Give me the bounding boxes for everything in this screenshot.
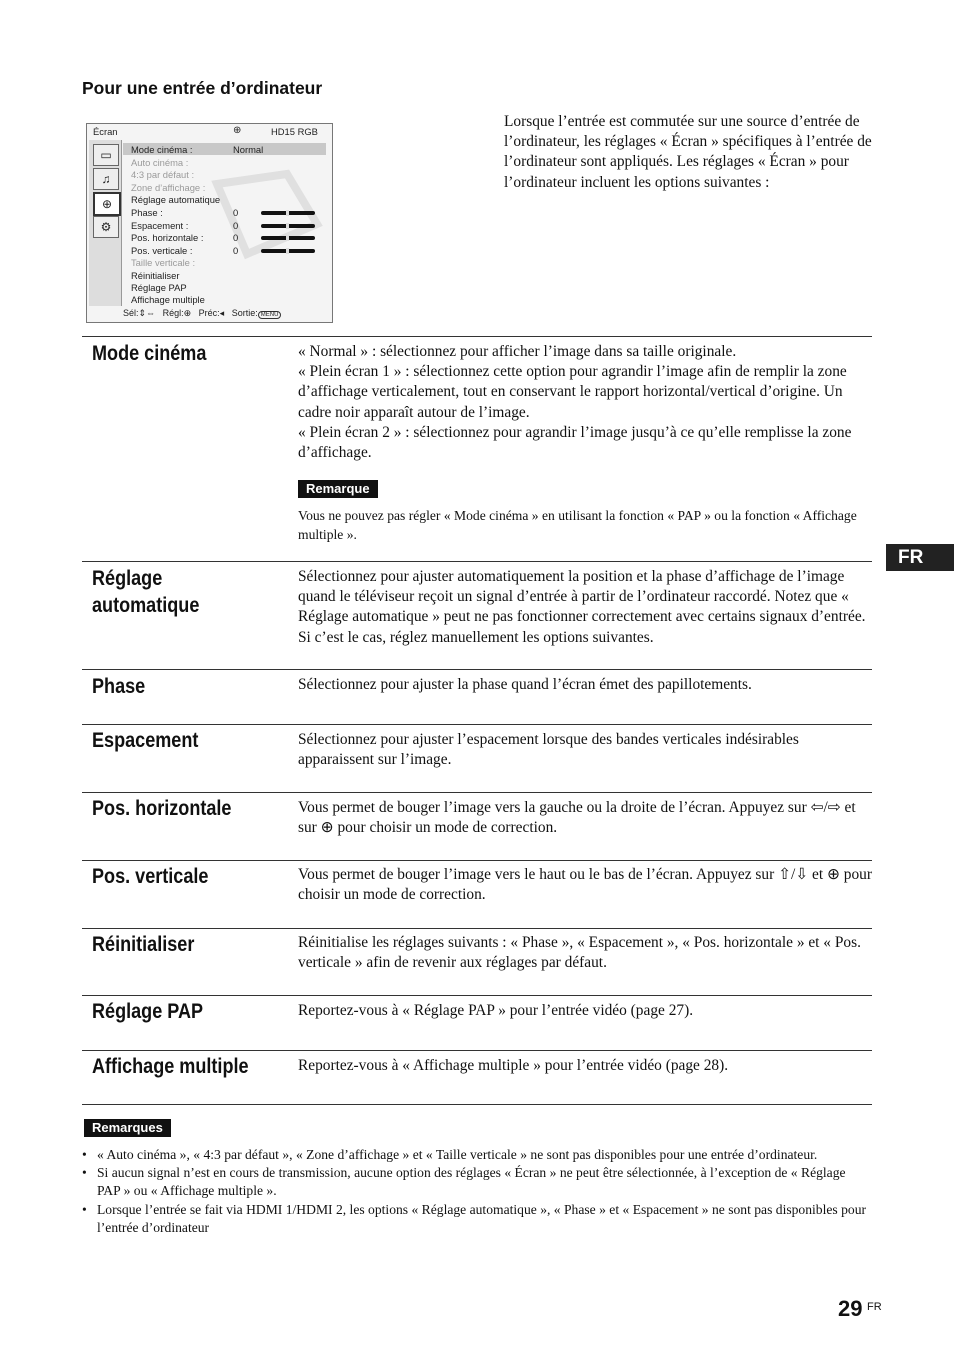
picture-icon: ▭	[93, 144, 119, 166]
divider	[82, 1050, 872, 1051]
term-reglage-pap: Réglage PAP	[92, 1000, 204, 1023]
desc-text: Vous permet de bouger l’image vers la gauche ou la droite de l’écran. Appuyez sur	[298, 799, 807, 816]
menu-item: Phase :	[131, 207, 163, 218]
section-heading: Pour une entrée d’ordinateur	[82, 78, 323, 98]
enter-button-icon: ⊕	[320, 819, 334, 837]
menu-item-value: 0	[233, 220, 239, 231]
enter-button-icon: ⊕	[827, 866, 840, 883]
remark-item: • Si aucun signal n’est en cours de transmission, aucune option des réglages « Écran » ne peut être sélectionnée, à l’exception de « Réglage PAP » ou « Affichage multiple ».	[82, 1164, 872, 1200]
menu-item: Pos. verticale :	[131, 245, 193, 256]
remark-item: • Lorsque l’entrée se fait via HDMI 1/HDMI 2, les options « Réglage automatique », « Phase » et « Espacement » ne sont pas disponibles pour l’entrée d’ordinateur	[82, 1201, 872, 1237]
term-affichage-multiple: Affichage multiple	[92, 1055, 249, 1078]
remarks-badge-wrap	[84, 1119, 171, 1137]
menu-item: Espacement :	[131, 220, 189, 231]
desc-reglage-pap: Reportez-vous à « Réglage PAP » pour l’entrée vidéo (page 27).	[298, 1002, 694, 1019]
sound-icon: ♫	[93, 168, 119, 190]
setup-icon: ⚙	[93, 216, 119, 238]
page-number: 29	[838, 1296, 863, 1321]
desc-text: pour choisir un mode de correction.	[298, 866, 872, 904]
back-icon: ◂	[219, 308, 225, 318]
menu-item: Mode cinéma :	[131, 144, 193, 155]
desc-phase: Sélectionnez pour ajuster la phase quand l’écran émet des papillotements.	[298, 676, 752, 693]
term-mode-cinema: Mode cinéma	[92, 342, 207, 365]
divider	[82, 860, 872, 861]
menu-item: Zone d’affichage :	[131, 182, 206, 193]
term-phase: Phase	[92, 675, 146, 698]
desc-text: Vous permet de bouger l’image vers le haut ou le bas de l’écran. Appuyez sur	[298, 866, 775, 883]
desc-text: « Normal » : sélectionnez pour afficher l’image dans sa taille originale.	[298, 343, 737, 360]
remarks-badge: Remarques	[84, 1119, 171, 1137]
divider	[82, 561, 872, 562]
desc-text: et	[812, 866, 824, 883]
menu-title: Écran	[93, 126, 118, 137]
menu-item: Réglage automatique	[131, 194, 221, 205]
desc-espacement: Sélectionnez pour ajuster l’espacement lorsque des bandes verticales indésirables apparaissent sur l’image.	[298, 731, 799, 769]
menu-item: Réglage PAP	[131, 282, 187, 293]
divider	[82, 724, 872, 725]
menu-item: Pos. horizontale :	[131, 232, 204, 243]
menu-key: MENU	[258, 311, 282, 319]
menu-footer-prec: Préc:	[198, 308, 220, 318]
menu-item-value: 0	[233, 207, 239, 218]
menu-item: Taille verticale :	[131, 257, 196, 268]
menu-icon-column	[89, 140, 122, 306]
menu-item-value: 0	[233, 245, 239, 256]
desc-text: et sur	[298, 799, 856, 837]
menu-item: Auto cinéma :	[131, 157, 189, 168]
menu-footer-regl: Régl:	[162, 308, 184, 318]
desc-text: pour choisir un mode de correction.	[337, 819, 558, 837]
term-pos-verticale: Pos. verticale	[92, 865, 209, 888]
divider	[82, 792, 872, 793]
desc-reinitialiser: Réinitialise les réglages suivants : « Phase », « Espacement », « Pos. horizontale » et « Pos. verticale » afin de revenir aux réglages par défaut.	[298, 934, 861, 972]
menu-item-value: Normal	[233, 144, 264, 155]
arrows-icon: ⇕⇔	[138, 308, 156, 318]
menu-slider	[261, 224, 315, 228]
remark-item: • « Auto cinéma », « 4:3 par défaut », « Zone d’affichage » et « Taille verticale » ne sont pas disponibles pour une entrée d’ordinateur.	[82, 1146, 872, 1164]
note-badge: Remarque	[298, 480, 378, 498]
menu-slider	[261, 236, 315, 240]
menu-input: HD15 RGB	[271, 126, 318, 137]
term-espacement: Espacement	[92, 729, 199, 752]
menu-watermark	[207, 164, 327, 274]
enter-icon: ⊕	[183, 308, 192, 318]
desc-reglage-automatique: Sélectionnez pour ajuster automatiquement la position et la phase d’affichage de l’image quand le téléviseur reçoit un signal d’entrée à partir de l’ordinateur raccordé. Notez que « Réglage automatique » peut ne pas fonctionner correctement avec certains signaux d’entrée. Si c’est le cas, réglez manuellement les options suivantes.	[298, 568, 866, 646]
divider	[82, 928, 872, 929]
divider	[82, 336, 872, 337]
menu-item: Affichage multiple	[131, 294, 205, 305]
left-right-arrows-icon: ⇦/⇨	[810, 799, 841, 816]
divider	[82, 995, 872, 996]
menu-footer	[123, 308, 281, 319]
term-pos-horizontale: Pos. horizontale	[92, 797, 232, 820]
desc-pos-verticale	[298, 865, 876, 905]
desc-text: « Plein écran 1 » : sélectionnez cette option pour agrandir l’image afin de remplir la zone d’affichage verticalement, tout en conservant le rapport horizontal/vertical d’origine. Un cadre noir apparaît autour de l’image.	[298, 363, 847, 421]
menu-item: 4:3 par défaut :	[131, 169, 195, 180]
screen-icon: ⊕	[93, 192, 121, 216]
term-reinitialiser: Réinitialiser	[92, 933, 195, 956]
menu-slider	[261, 211, 315, 215]
page-language: FR	[867, 1301, 882, 1313]
desc-mode-cinema	[298, 342, 876, 544]
up-down-arrows-icon: ⇧/⇩	[778, 866, 809, 883]
desc-pos-horizontale	[298, 798, 876, 838]
desc-text: « Plein écran 2 » : sélectionnez pour agrandir l’image jusqu’à ce qu’elle remplisse la zone d’affichage.	[298, 423, 852, 462]
divider	[82, 1104, 872, 1105]
input-icon: ⊕	[233, 125, 242, 136]
note-text: Vous ne pouvez pas régler « Mode cinéma » en utilisant la fonction « PAP » ou la fonction « Affichage multiple ».	[298, 508, 857, 542]
menu-item-value: 0	[233, 232, 239, 243]
desc-affichage-multiple: Reportez-vous à « Affichage multiple » pour l’entrée vidéo (page 28).	[298, 1057, 729, 1074]
menu-item: Réinitialiser	[131, 270, 180, 281]
menu-footer-sortie: Sortie:	[231, 308, 258, 318]
divider	[82, 669, 872, 670]
menu-footer-sel: Sél:	[123, 308, 139, 318]
remarks-list	[82, 1146, 872, 1237]
language-tab: FR	[886, 544, 954, 571]
menu-slider	[261, 249, 315, 253]
screen-menu-screenshot	[86, 123, 333, 323]
intro-text: Lorsque l’entrée est commutée sur une source d’entrée de l’ordinateur, les réglages « Écran » spécifiques à l’entrée de l’ordinateur sont appliqués. Les réglages « Écran » pour l’ordinateur incluent les options suivantes :	[504, 113, 872, 191]
term-reglage-automatique: Réglage automatique	[92, 567, 200, 617]
